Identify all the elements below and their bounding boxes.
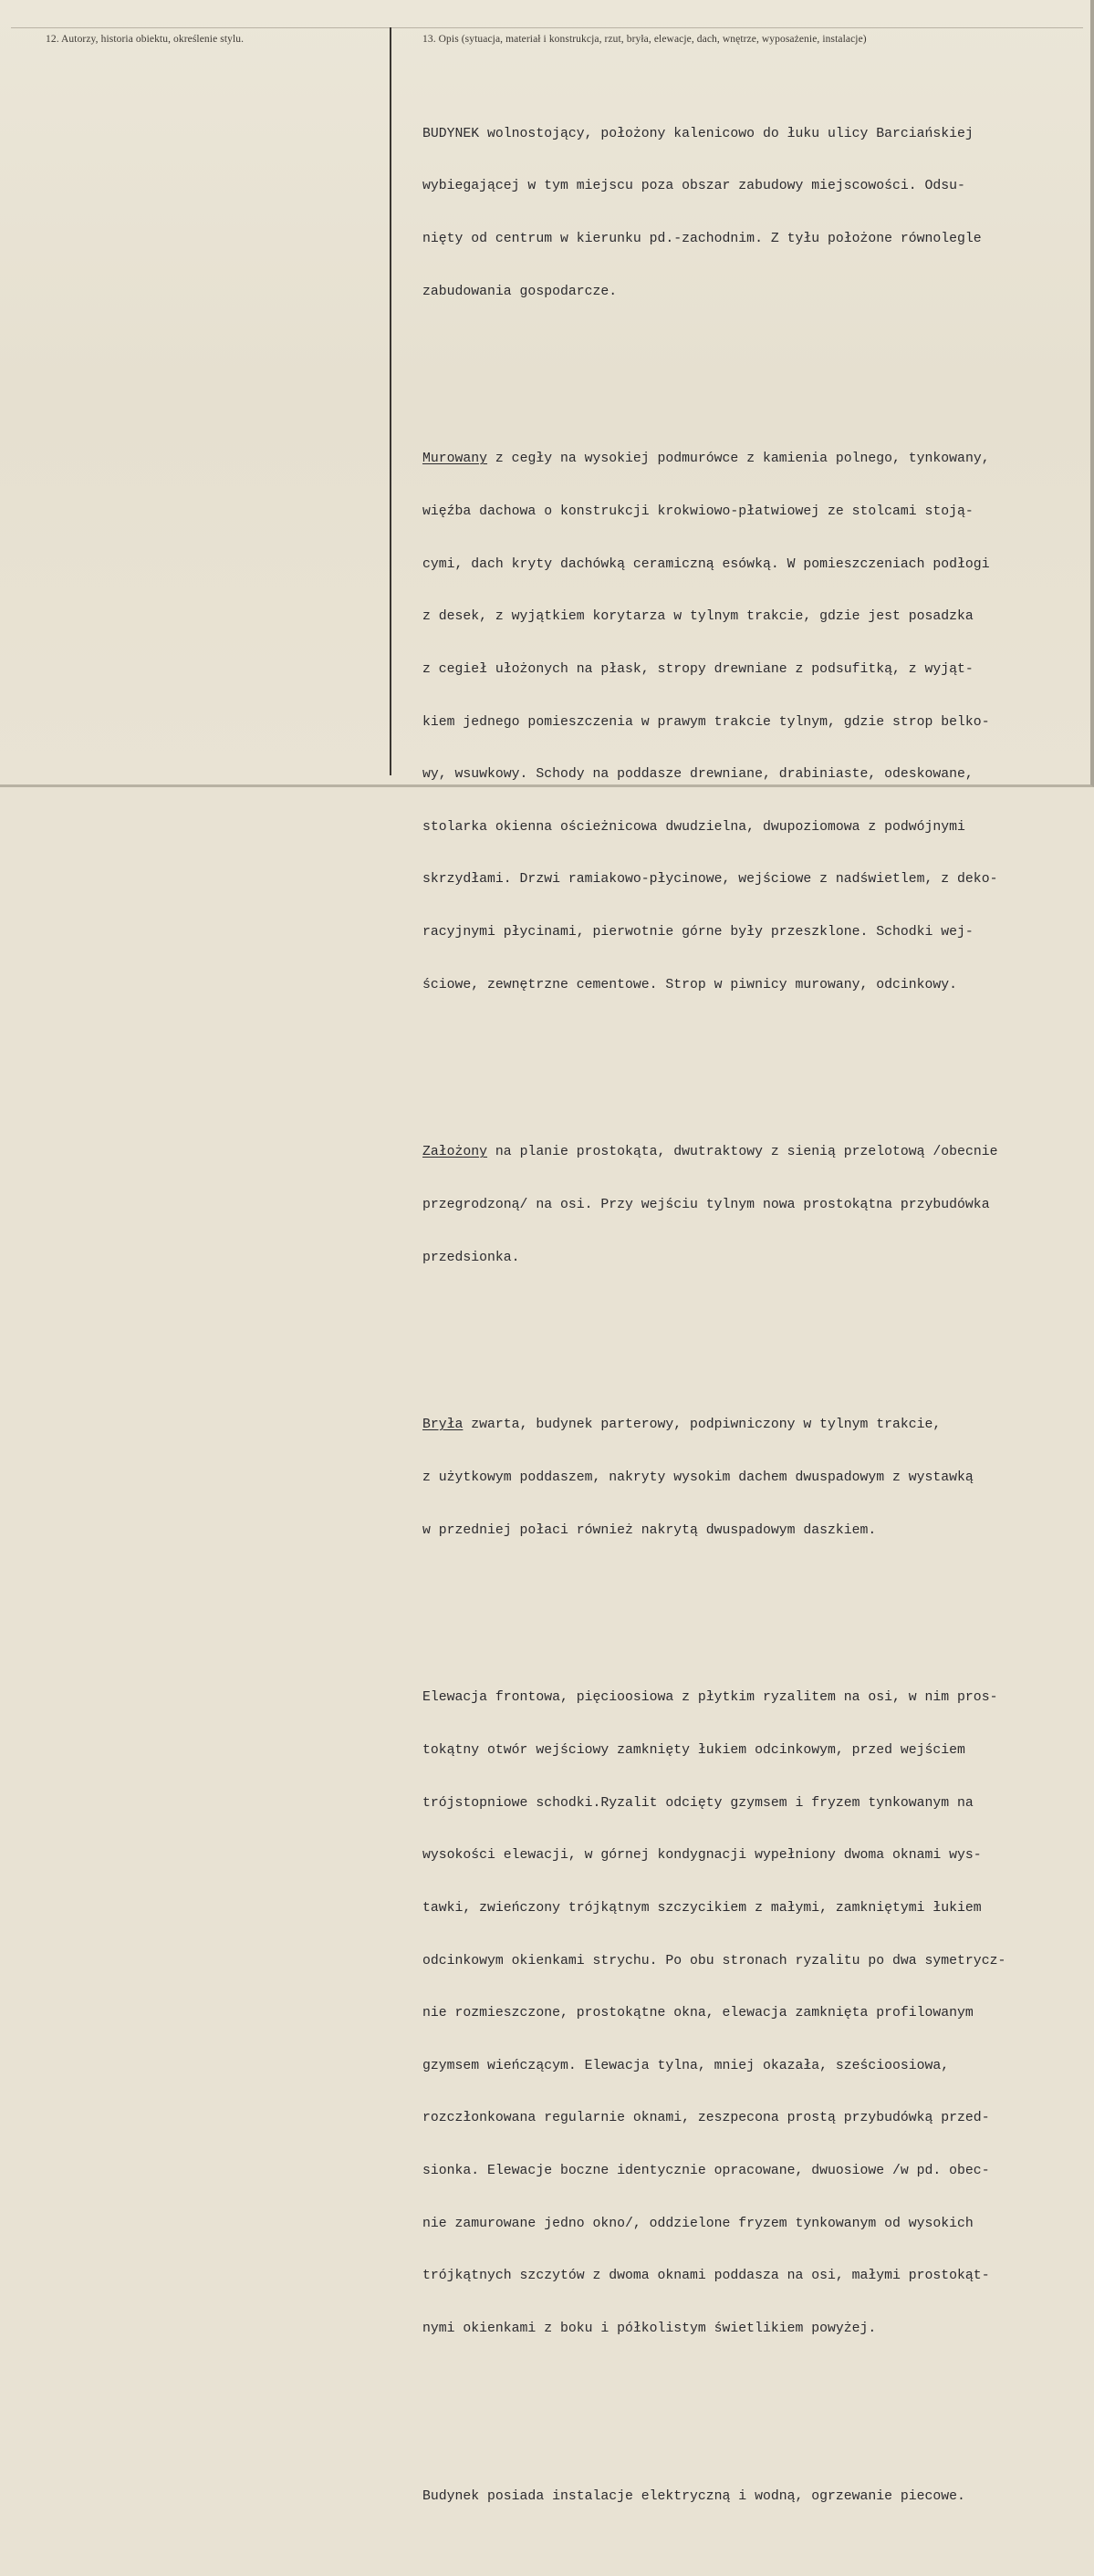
text-line: w przedniej połaci również nakrytą dwuspadowym daszkiem. (422, 1522, 877, 1538)
text-line: Murowany z cegły na wysokiej podmurówce z kamienia polnego, tynkowany, (422, 452, 990, 467)
paragraph-construction (422, 416, 1075, 1029)
text-line: z użytkowym poddaszem, nakryty wysokim dachem dwuspadowym z wystawką (422, 1470, 974, 1486)
keyword-zalozony: Założony (422, 1145, 488, 1160)
text-line: z desek, z wyjątkiem korytarza w tylnym trakcie, gdzie jest posadzka (422, 609, 974, 625)
text-line: Elewacja frontowa, pięcioosiowa z płytkim ryzalitem na osi, w nim pros- (422, 1690, 998, 1706)
text-line: więźba dachowa o konstrukcji krokwiowo-płatwiowej ze stolcami stoją- (422, 504, 974, 520)
column-divider (390, 27, 391, 775)
text-line: Budynek posiada instalacje elektryczną i wodną, ogrzewanie piecowe. (422, 2488, 965, 2504)
text-line: tawki, zwieńczony trójkątnym szczycikiem z małymi, zamkniętymi łukiem (422, 1900, 982, 1916)
text-line: nie zamurowane jedno okno/, oddzielone fryzem tynkowanym od wysokich (422, 2216, 974, 2231)
text-line: przegrodzoną/ na osi. Przy wejściu tylnym nowa prostokątna przybudówka (422, 1198, 990, 1212)
text-line: BUDYNEK wolnostojący, położony kalenicowo do łuku ulicy Barciańskiej (422, 126, 974, 141)
section-12-header: 12. Autorzy, historia obiektu, określenie stylu. (46, 34, 245, 45)
text-line: rozczłonkowana regularnie oknami, zeszpecona prostą przybudówką przed- (422, 2111, 990, 2126)
text-line: nymi okienkami z boku i półkolistym świetlikiem powyżej. (422, 2321, 877, 2336)
text-line: przedsionka. (422, 1250, 520, 1265)
text-line: Założony na planie prostokąta, dwutraktowy z sienią przelotową /obecnie (422, 1145, 998, 1160)
text-line: wysokości elewacji, w górnej kondygnacji wypełniony dwoma oknami wys- (422, 1848, 982, 1864)
paragraph-massing (422, 1382, 1075, 1574)
text-line: zabudowania gospodarcze. (422, 284, 618, 299)
section-13-header: 13. Opis (sytuacja, materiał i konstrukcja, rzut, bryła, elewacje, dach, wnętrze, wyposażenie, instalacje) (422, 34, 867, 45)
top-rule (11, 27, 1083, 28)
text-line: sionka. Elewacje boczne identycznie opracowane, dwuosiowe /w pd. obec- (422, 2163, 990, 2178)
text-line: tokątny otwór wejściowy zamknięty łukiem odcinkowym, przed wejściem (422, 1743, 965, 1759)
paragraph-elevations (422, 1655, 1075, 2373)
text-line: stolarka okienna ościeżnicowa dwudzielna, dwupoziomowa z podwójnymi (422, 819, 965, 835)
text-line: nięty od centrum w kierunku pd.-zachodnim. Z tyłu położone równolegle (422, 232, 982, 247)
typed-description (422, 56, 1075, 2576)
text-line: odcinkowym okienkami strychu. Po obu stronach ryzalitu po dwa symetrycz- (422, 1953, 1006, 1968)
text-line: racyjnymi płycinami, pierwotnie górne były przeszklone. Schodki wej- (422, 924, 974, 940)
text-line: wybiegającej w tym miejscu poza obszar zabudowy miejscowości. Odsu- (422, 179, 965, 194)
text-line: cymi, dach kryty dachówką ceramiczną esówką. W pomieszczeniach podłogi (422, 556, 990, 572)
paragraph-plan (422, 1109, 1075, 1302)
text-line: wy, wsuwkowy. Schody na poddasze drewniane, drabiniaste, odeskowane, (422, 767, 974, 783)
paragraph-installations (422, 2453, 1075, 2540)
text-line: ściowe, zewnętrzne cementowe. Strop w piwnicy murowany, odcinkowy. (422, 977, 958, 992)
text-line: trójstopniowe schodki.Ryzalit odcięty gzymsem i fryzem tynkowanym na (422, 1795, 974, 1811)
text-line: Bryła zwarta, budynek parterowy, podpiwniczony w tylnym trakcie, (422, 1418, 942, 1433)
text-line: nie rozmieszczone, prostokątne okna, elewacja zamknięta profilowanym (422, 2006, 974, 2021)
paragraph-location (422, 90, 1075, 336)
text-line: trójkątnych szczytów z dwoma oknami poddasza na osi, małymi prostokąt- (422, 2269, 990, 2284)
keyword-murowany: Murowany (422, 452, 488, 467)
keyword-bryla: Bryła (422, 1418, 464, 1433)
text-line: skrzydłami. Drzwi ramiakowo-płycinowe, wejściowe z nadświetlem, z deko- (422, 872, 998, 888)
text-line: gzymsem wieńczącym. Elewacja tylna, mniej okazała, sześcioosiowa, (422, 2058, 950, 2073)
text-line: z cegieł ułożonych na płask, stropy drewniane z podsufitką, z wyjąt- (422, 661, 974, 677)
text-line: kiem jednego pomieszczenia w prawym trakcie tylnym, gdzie strop belko- (422, 714, 990, 730)
